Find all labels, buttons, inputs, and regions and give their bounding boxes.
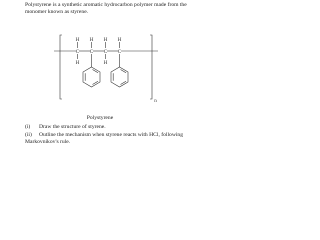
hydrogen-label: H [103,60,108,66]
hydrogen-label: H [89,37,94,43]
left-bracket [60,35,62,99]
question-text: Outline the mechanism when styrene reacts with HCl, following Markovnikov's rule. [25,132,184,145]
benzene-ring-right [111,67,128,87]
question-text: Draw the structure of styrene. [39,124,106,130]
intro-paragraph: Polystyrene is a synthetic aromatic hydrocarbon polymer made from the monomer known as styrene. [25,2,187,15]
polystyrene-structure [40,15,170,115]
structure-caption: Polystyrene [86,115,114,121]
carbon-label: C [117,48,122,55]
hydrogen-label: H [75,60,80,66]
question-ii [25,132,195,145]
hydrogen-label: H [117,37,122,43]
benzene-ring-left [83,67,100,87]
hydrogen-label: H [75,37,80,43]
question-number: (ii) [25,132,32,138]
question-number: (i) [25,124,31,130]
right-bracket [150,35,152,99]
carbon-label: C [75,48,80,55]
question-i [25,124,195,131]
hydrogen-label: H [103,37,108,43]
carbon-label: C [89,48,94,55]
repeat-subscript-n: n [154,99,157,104]
carbon-label: C [103,48,108,55]
